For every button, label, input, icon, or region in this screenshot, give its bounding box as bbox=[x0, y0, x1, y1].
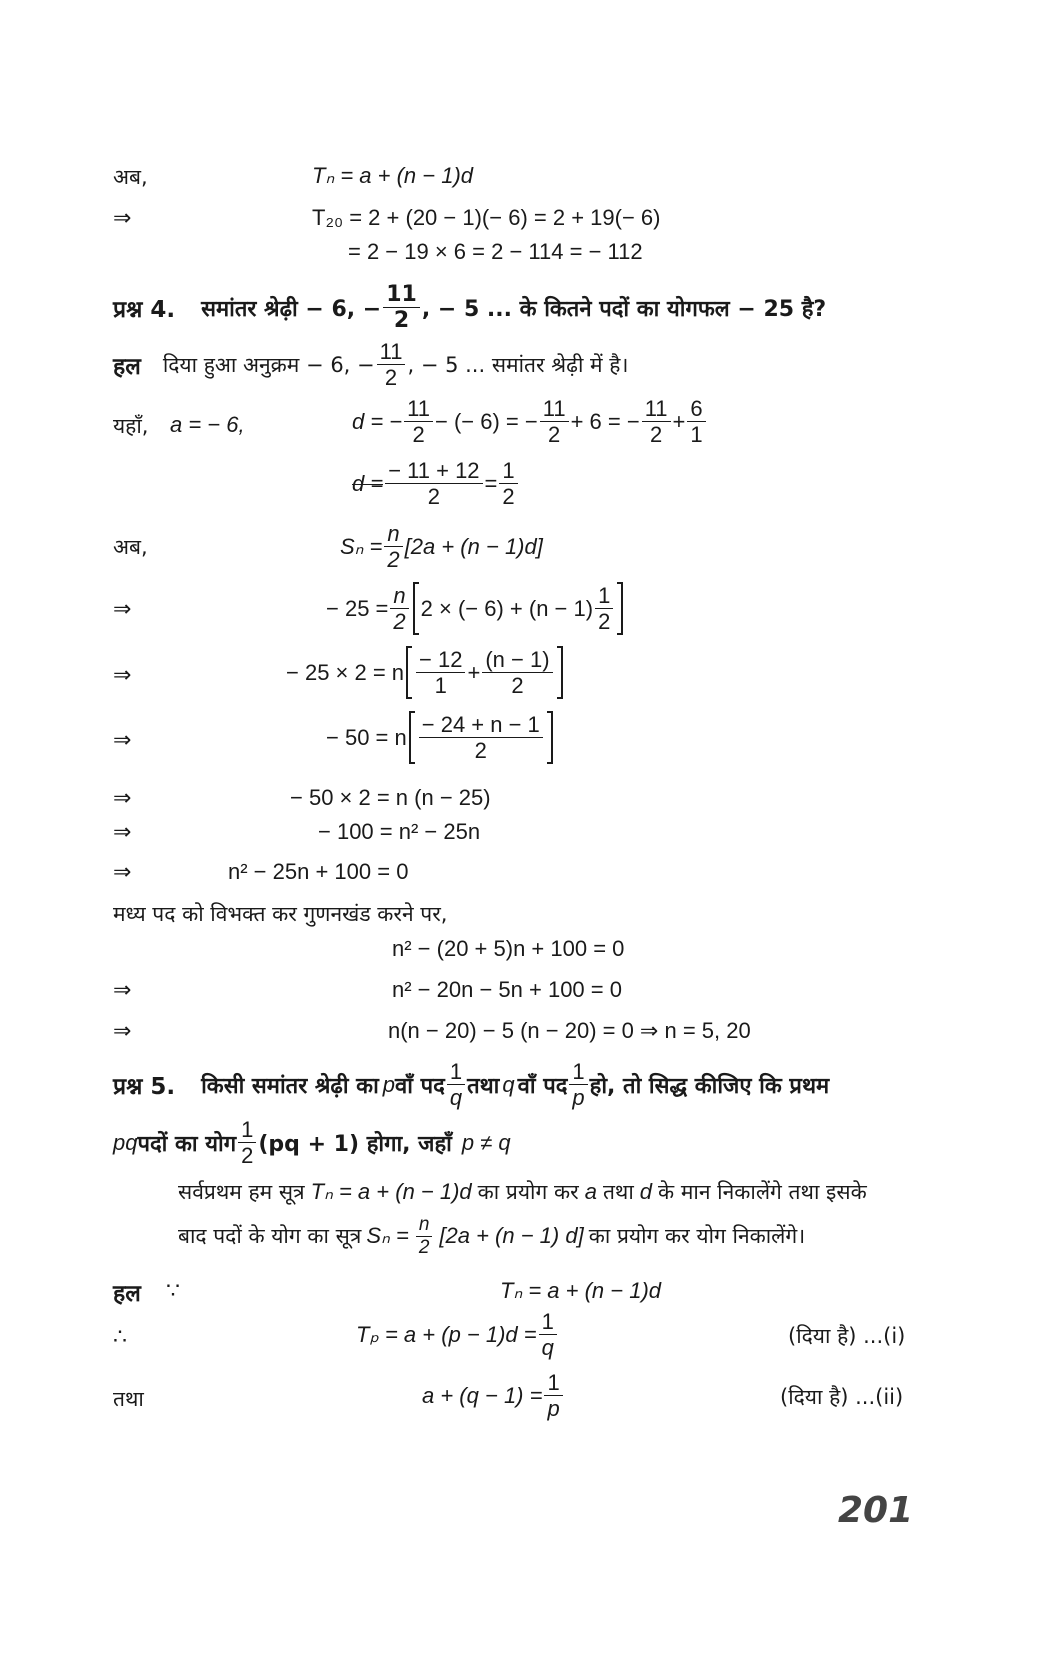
fraction: $\frac{11}{2}$ bbox=[377, 340, 406, 389]
formula-t20: T₂₀ = 2 + (20 − 1)(− 6) = 2 + 19(− 6) bbox=[312, 205, 661, 230]
implies-arrow: ⇒ bbox=[113, 1018, 132, 1043]
therefore-symbol: ∴ bbox=[113, 1324, 127, 1349]
implies-arrow: ⇒ bbox=[113, 819, 132, 844]
fraction: $\frac{11}{2}$ bbox=[383, 283, 420, 332]
equation-note: (दिया है) ...(i) bbox=[788, 1324, 906, 1348]
step-equation: − 100 = n² − 25n bbox=[318, 819, 481, 844]
implies-arrow: ⇒ bbox=[113, 977, 132, 1002]
fraction: $\frac{6}{1}$ bbox=[687, 397, 705, 446]
fraction: $\frac{n}{2}$ bbox=[384, 522, 402, 571]
equation-i: Tₚ = a + (p − 1)d = $\frac{1}{q}$ bbox=[356, 1310, 559, 1359]
a-value: a = − 6, bbox=[170, 412, 245, 437]
step-equation: − 25 = $\frac{n}{2}$ 2 × (− 6) + (n − 1) $\frac{1}{2}$ bbox=[326, 582, 625, 635]
step-equation: n² − 25n + 100 = 0 bbox=[228, 859, 409, 884]
solution-label: हल bbox=[113, 353, 141, 380]
solution-4-intro bbox=[113, 340, 628, 389]
fraction: $\frac{11}{2}$ bbox=[540, 397, 569, 446]
hint-line-2: बाद पदों के योग का सूत्र Sₙ = $\frac{n}{2}$ [2a + (n − 1) d] का प्रयोग कर योग निकालेंगे। bbox=[178, 1214, 806, 1258]
fraction: $\frac{n}{2}$ bbox=[416, 1215, 433, 1258]
fraction: $\frac{n}{2}$ bbox=[390, 584, 408, 633]
solution-text: दिया हुआ अनुक्रम − 6, − bbox=[162, 352, 375, 377]
equation-note: (दिया है) ...(ii) bbox=[780, 1385, 904, 1409]
fraction: $\frac{11}{2}$ bbox=[404, 397, 433, 446]
hint-line-1: सर्वप्रथम हम सूत्र Tₙ = a + (n − 1)d का प्रयोग कर a तथा d के मान निकालेंगे तथा इसके bbox=[178, 1179, 867, 1204]
equation-ii: a + (q − 1) = $\frac{1}{p}$ bbox=[422, 1371, 565, 1420]
formula-t20-result: = 2 − 19 × 6 = 2 − 114 = − 112 bbox=[348, 239, 643, 264]
question-4 bbox=[113, 283, 826, 332]
fraction: $\frac{1}{p}$ bbox=[544, 1371, 562, 1420]
question-label: प्रश्न 5. bbox=[113, 1073, 176, 1100]
page-number: 201 bbox=[838, 1490, 914, 1531]
step-equation: − 50 × 2 = n (n − 25) bbox=[290, 785, 491, 810]
question-5-line2: pq पदों का योग $\frac{1}{2}$ (pq + 1) होगा, जहाँ p ≠ q bbox=[113, 1117, 511, 1169]
sn-formula: Sₙ = $\frac{n}{2}$ [2a + (n − 1)d] bbox=[340, 521, 543, 573]
fraction: $\frac{1}{2}$ bbox=[595, 584, 613, 633]
fraction: $\frac{(n - 1)}{2}$ bbox=[482, 648, 552, 697]
final-answer: n(n − 20) − 5 (n − 20) = 0 ⇒ n = 5, 20 bbox=[388, 1018, 751, 1043]
step-equation: n² − 20n − 5n + 100 = 0 bbox=[392, 977, 622, 1002]
solution-label: हल bbox=[113, 1281, 141, 1307]
step-equation: − 25 × 2 = n $\frac{- 12}{1}$ + $\frac{(n - 1)}{2}$ bbox=[286, 646, 565, 699]
fraction: $\frac{- 11 + 12}{2}$ bbox=[385, 459, 482, 508]
implies-arrow: ⇒ bbox=[113, 596, 132, 621]
question-label: प्रश्न 4. bbox=[113, 296, 176, 323]
implies-arrow: ⇒ bbox=[113, 662, 132, 687]
tatha-label: तथा bbox=[113, 1387, 144, 1411]
fraction: $\frac{1}{q}$ bbox=[539, 1310, 557, 1359]
step-equation: − 50 = n $\frac{- 24 + n - 1}{2}$ bbox=[326, 711, 555, 764]
fraction: $\frac{1}{2}$ bbox=[499, 459, 517, 508]
line-label: अब, bbox=[113, 165, 148, 189]
d-equation: d = − $\frac{11}{2}$ − (− 6) = − $\frac{11}{2}$ + 6 = − $\frac{11}{2}$ + $\frac{6}{1}$ bbox=[352, 397, 708, 446]
because-symbol: ∵ bbox=[166, 1278, 180, 1303]
question-text: , − 5 ... के कितने पदों का योगफल − 25 है? bbox=[421, 296, 827, 322]
line-label: अब, bbox=[113, 535, 148, 559]
fraction: $\frac{11}{2}$ bbox=[642, 397, 671, 446]
fraction: $\frac{1}{2}$ bbox=[238, 1118, 256, 1167]
implies-arrow: ⇒ bbox=[113, 205, 132, 230]
question-text: समांतर श्रेढ़ी − 6, − bbox=[201, 296, 382, 322]
fraction: $\frac{1}{p}$ bbox=[569, 1060, 587, 1109]
here-label: यहाँ, bbox=[113, 414, 149, 438]
formula-tn: Tₙ = a + (n − 1)d bbox=[312, 163, 474, 188]
formula-tn: Tₙ = a + (n − 1)d bbox=[500, 1278, 662, 1303]
explanation-text: मध्य पद को विभक्त कर गुणनखंड करने पर, bbox=[113, 902, 448, 926]
solution-text: , − 5 ... समांतर श्रेढ़ी में है। bbox=[407, 352, 629, 377]
implies-arrow: ⇒ bbox=[113, 785, 132, 810]
implies-arrow: ⇒ bbox=[113, 727, 132, 752]
step-equation: n² − (20 + 5)n + 100 = 0 bbox=[392, 936, 625, 961]
implies-arrow: ⇒ bbox=[113, 859, 132, 884]
fraction: $\frac{1}{q}$ bbox=[447, 1060, 465, 1109]
d-result: d = $\frac{- 11 + 12}{2}$ = $\frac{1}{2}$ bbox=[352, 459, 520, 508]
fraction: $\frac{- 24 + n - 1}{2}$ bbox=[419, 713, 543, 762]
question-5: प्रश्न 5. किसी समांतर श्रेढ़ी का p वाँ पद $\frac{1}{q}$ तथा q वाँ पद $\frac{1}{p}$ हो, तो सिद्ध कीजिए कि प्रथम bbox=[113, 1059, 830, 1111]
fraction: $\frac{- 12}{1}$ bbox=[416, 648, 465, 697]
